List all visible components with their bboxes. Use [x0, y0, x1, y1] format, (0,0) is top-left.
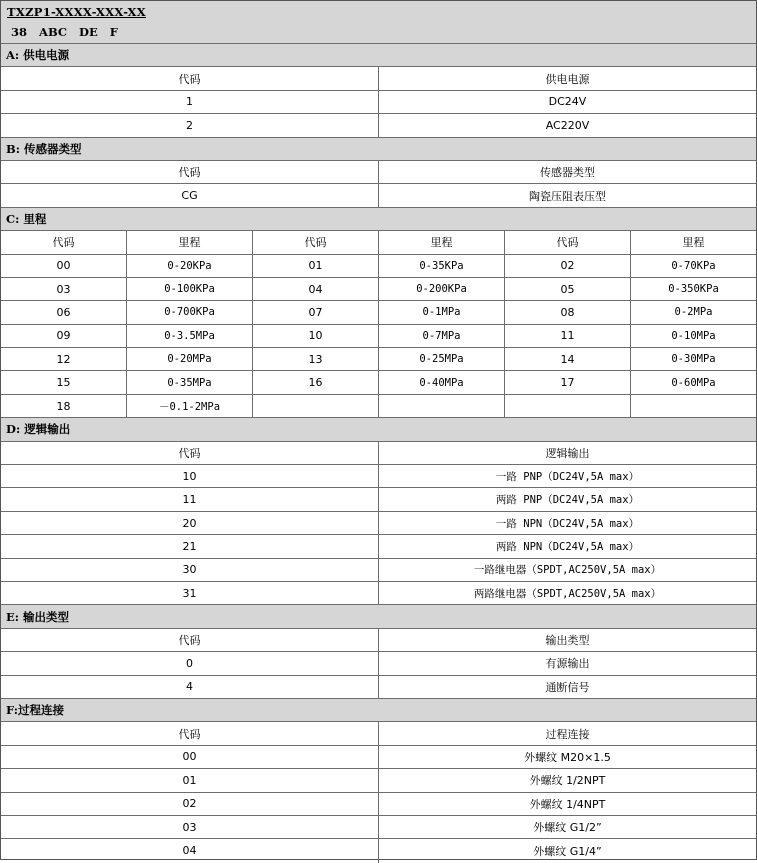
value-cell: 外螺纹 G1/4” — [533, 844, 602, 858]
code-cell: 10 — [253, 325, 379, 347]
code-cell: 4 — [1, 676, 379, 698]
table-row — [1, 348, 756, 371]
table-row — [1, 676, 756, 699]
value-cell: DC24V — [548, 95, 587, 109]
column-header: 传感器类型 — [540, 166, 595, 180]
code-cell: 02 — [505, 255, 631, 277]
value-cell: 外螺纹 1/4NPT — [529, 797, 606, 811]
table-row — [1, 769, 756, 792]
value-cell: 有源输出 — [545, 657, 590, 671]
column-header: 逻辑输出 — [545, 446, 590, 460]
code-cell: 01 — [1, 769, 379, 791]
code-cell: 17 — [505, 371, 631, 393]
column-header: 代码 — [1, 629, 379, 651]
value-cell: 两路继电器（SPDT,AC250V,5A max） — [473, 587, 662, 600]
value-cell: 外螺纹 G1/2” — [533, 821, 602, 835]
code-cell: 04 — [1, 839, 379, 862]
table-row — [1, 488, 756, 511]
column-header: 代码 — [1, 722, 379, 744]
code-cell: 20 — [1, 512, 379, 534]
table-row — [1, 839, 756, 862]
code-cell — [505, 395, 631, 417]
value-cell: 0-25MPa — [379, 348, 505, 370]
section-title: D: 逻辑输出 — [6, 422, 71, 437]
code-cell: 05 — [505, 278, 631, 300]
section-heading-e — [1, 605, 756, 628]
column-header: 里程 — [127, 231, 253, 253]
column-header: 里程 — [682, 236, 705, 250]
value-cell: 外螺纹 1/2NPT — [529, 774, 606, 788]
table-row — [1, 114, 756, 137]
column-header: 代码 — [1, 161, 379, 183]
value-cell: 0-35MPa — [127, 371, 253, 393]
value-cell: 两路 NPN（DC24V,5A max） — [495, 540, 640, 553]
code-cell: 11 — [505, 325, 631, 347]
value-cell: 0-2MPa — [674, 306, 713, 319]
code-cell: 08 — [505, 301, 631, 323]
value-cell: 一路 NPN（DC24V,5A max） — [495, 517, 640, 530]
code-cell: 10 — [1, 465, 379, 487]
table-row — [1, 325, 756, 348]
model-code-positions: 38 ABC DE F — [7, 25, 118, 39]
code-cell: 09 — [1, 325, 127, 347]
column-header: 代码 — [1, 231, 127, 253]
code-cell — [253, 395, 379, 417]
value-cell: 0-20MPa — [127, 348, 253, 370]
value-cell: 0-40MPa — [379, 371, 505, 393]
table-row — [1, 793, 756, 816]
value-cell: 通断信号 — [545, 680, 590, 694]
section-heading-f — [1, 699, 756, 722]
value-cell: 0-7MPa — [379, 325, 505, 347]
value-cell: 陶瓷压阻表压型 — [529, 189, 606, 203]
code-cell: 2 — [1, 114, 379, 136]
table-row — [1, 301, 756, 324]
column-header: 代码 — [1, 442, 379, 464]
value-cell: 0-3.5MPa — [127, 325, 253, 347]
code-cell: 04 — [253, 278, 379, 300]
table-row — [1, 371, 756, 394]
value-cell: －0.1-2MPa — [127, 395, 253, 417]
value-cell: 一路 PNP（DC24V,5A max） — [495, 470, 640, 483]
model-header — [1, 1, 756, 44]
value-cell: 0-70KPa — [671, 259, 716, 272]
column-header-row — [1, 629, 756, 652]
code-cell: 18 — [1, 395, 127, 417]
table-row — [1, 91, 756, 114]
value-cell: 0-350KPa — [668, 283, 719, 296]
table-row — [1, 395, 756, 418]
value-cell: 0-200KPa — [379, 278, 505, 300]
table-row — [1, 652, 756, 675]
code-cell: 31 — [1, 582, 379, 604]
code-cell: 11 — [1, 488, 379, 510]
column-header-row — [1, 231, 756, 254]
column-header-row — [1, 442, 756, 465]
value-cell: 0-100KPa — [127, 278, 253, 300]
value-cell: 0-35KPa — [379, 255, 505, 277]
table-row — [1, 746, 756, 769]
column-header-row — [1, 161, 756, 184]
section-title: F:过程连接 — [6, 703, 64, 718]
code-cell: 16 — [253, 371, 379, 393]
section-heading-a — [1, 44, 756, 67]
value-cell: AC220V — [545, 118, 590, 132]
code-cell: 1 — [1, 91, 379, 113]
value-cell — [631, 395, 756, 417]
section-heading-b — [1, 138, 756, 161]
column-header: 供电电源 — [545, 72, 590, 86]
value-cell: 0-10MPa — [671, 329, 716, 342]
column-header: 代码 — [505, 231, 631, 253]
section-title: E: 输出类型 — [6, 609, 70, 624]
code-cell: 14 — [505, 348, 631, 370]
section-title: B: 传感器类型 — [6, 141, 82, 156]
table-row — [1, 278, 756, 301]
column-header-row — [1, 67, 756, 90]
code-cell: 07 — [253, 301, 379, 323]
section-title: A: 供电电源 — [6, 48, 70, 63]
section-heading-d — [1, 418, 756, 441]
value-cell: 0-700KPa — [127, 301, 253, 323]
value-cell: 0-60MPa — [671, 376, 716, 389]
column-header: 代码 — [253, 231, 379, 253]
code-cell: 03 — [1, 278, 127, 300]
column-header: 里程 — [379, 231, 505, 253]
section-title: C: 里程 — [6, 211, 47, 226]
code-cell: 01 — [253, 255, 379, 277]
value-cell: 一路继电器（SPDT,AC250V,5A max） — [473, 564, 662, 577]
code-cell: 15 — [1, 371, 127, 393]
value-cell: 两路 PNP（DC24V,5A max） — [495, 494, 640, 507]
table-row — [1, 512, 756, 535]
model-number: TXZP1-XXXX-XXX-XX — [7, 5, 146, 19]
value-cell: 0-1MPa — [379, 301, 505, 323]
value-cell: 0-20KPa — [127, 255, 253, 277]
code-cell: 30 — [1, 559, 379, 581]
section-heading-c — [1, 208, 756, 231]
value-cell: 0-30MPa — [671, 353, 716, 366]
code-cell: 06 — [1, 301, 127, 323]
code-cell: 00 — [1, 255, 127, 277]
code-cell: 12 — [1, 348, 127, 370]
table-row — [1, 465, 756, 488]
table-row — [1, 184, 756, 207]
table-sections — [1, 44, 756, 863]
table-row — [1, 816, 756, 839]
table-row — [1, 535, 756, 558]
code-cell: 03 — [1, 816, 379, 838]
table-row — [1, 559, 756, 582]
column-header: 代码 — [1, 67, 379, 89]
value-cell — [379, 395, 505, 417]
column-header-row — [1, 722, 756, 745]
code-cell: 00 — [1, 746, 379, 768]
code-cell: 13 — [253, 348, 379, 370]
table-row — [1, 582, 756, 605]
column-header: 过程连接 — [545, 727, 590, 741]
code-cell: 21 — [1, 535, 379, 557]
code-cell: 0 — [1, 652, 379, 674]
code-cell: 02 — [1, 793, 379, 815]
table-row — [1, 255, 756, 278]
value-cell: 外螺纹 M20×1.5 — [524, 750, 611, 764]
column-header: 输出类型 — [545, 633, 590, 647]
code-cell: CG — [1, 184, 379, 206]
